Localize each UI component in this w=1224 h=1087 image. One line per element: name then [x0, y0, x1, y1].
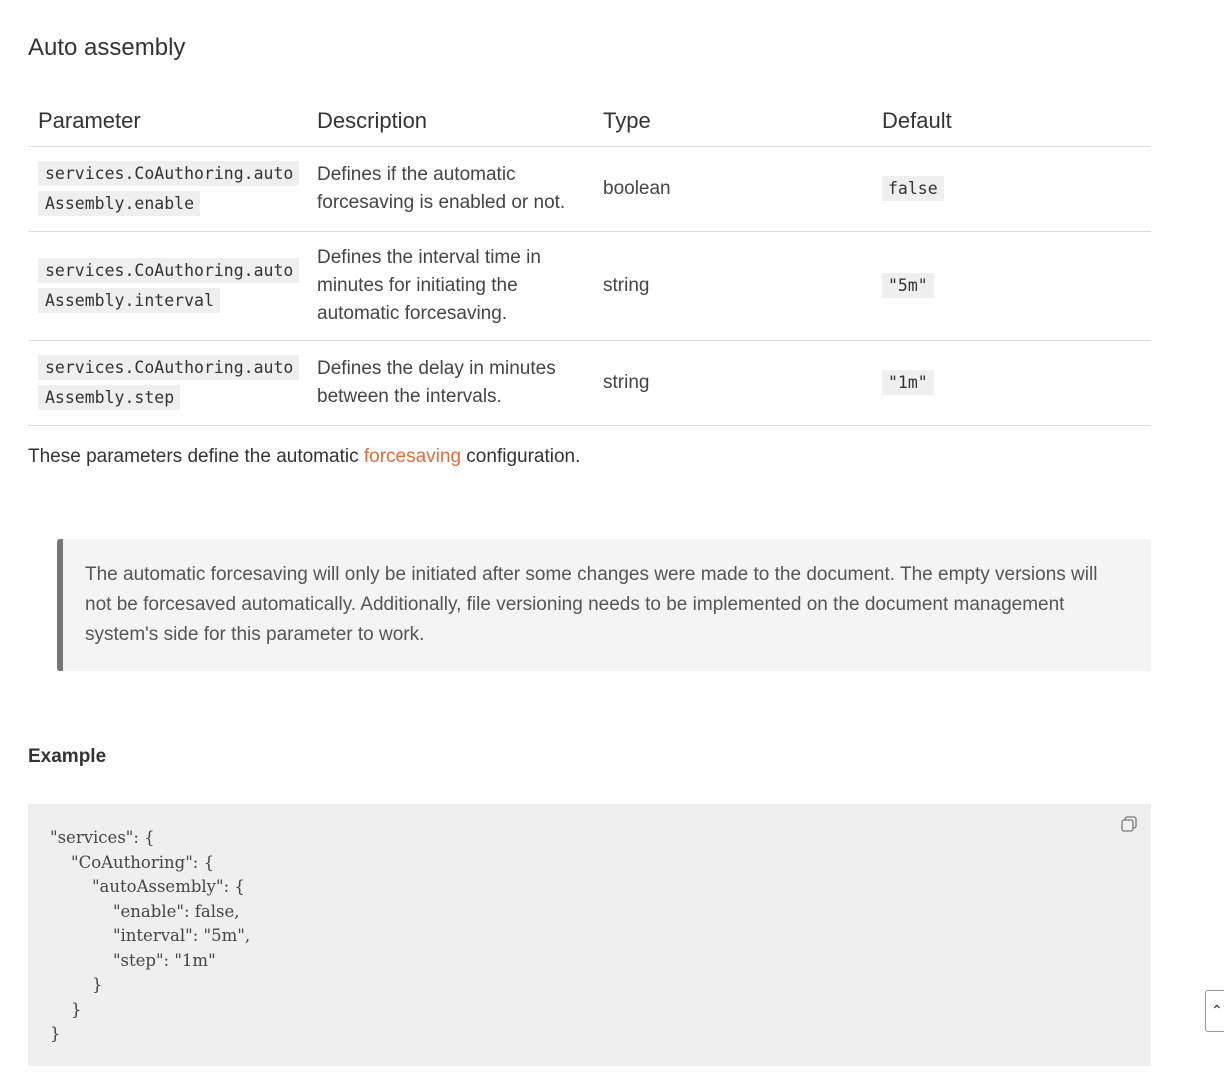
- copy-icon[interactable]: [1119, 814, 1139, 834]
- param-code: services.CoAuthoring.autoAssembly.interval: [38, 258, 299, 313]
- code-content: "services": { "CoAuthoring": { "autoAssembly": { "enable": false, "interval": "5m", "step": "1m" } } }: [50, 828, 251, 1043]
- header-parameter: Parameter: [28, 100, 307, 147]
- type-cell: string: [593, 341, 872, 426]
- param-cell: [28, 341, 307, 426]
- header-type: Type: [593, 100, 872, 147]
- table-row: [28, 232, 1151, 341]
- callout-text: The automatic forcesaving will only be initiated after some changes were made to the document. The empty versions will not be forcesaved automatically. Additionally, file versioning needs to be implemented on the document management system's side for this parameter to work.: [85, 564, 1098, 645]
- summary-paragraph: [28, 446, 580, 468]
- note-callout: [57, 539, 1151, 671]
- type-cell: boolean: [593, 147, 872, 232]
- param-cell: [28, 232, 307, 341]
- header-description: Description: [307, 100, 593, 147]
- header-default: Default: [872, 100, 1151, 147]
- scroll-to-top-button[interactable]: [1205, 990, 1224, 1032]
- summary-text-after: configuration.: [461, 446, 581, 467]
- example-heading: Example: [28, 746, 107, 767]
- parameters-table: [28, 100, 1151, 426]
- section-title: Auto assembly: [28, 34, 186, 61]
- summary-text-before: These parameters define the automatic: [28, 446, 364, 467]
- default-code: "5m": [882, 273, 934, 298]
- default-code: false: [882, 176, 944, 201]
- default-cell: [872, 232, 1151, 341]
- table-row: [28, 147, 1151, 232]
- description-cell: Defines if the automatic forcesaving is enabled or not.: [307, 147, 593, 232]
- default-cell: [872, 341, 1151, 426]
- description-cell: Defines the interval time in minutes for initiating the automatic forcesaving.: [307, 232, 593, 341]
- table-row: [28, 341, 1151, 426]
- param-code: services.CoAuthoring.autoAssembly.enable: [38, 161, 299, 216]
- param-code: services.CoAuthoring.autoAssembly.step: [38, 355, 299, 410]
- param-cell: [28, 147, 307, 232]
- code-block: [28, 804, 1151, 1066]
- default-code: "1m": [882, 370, 934, 395]
- type-cell: string: [593, 232, 872, 341]
- table-header-row: [28, 100, 1151, 147]
- default-cell: [872, 147, 1151, 232]
- forcesaving-link[interactable]: forcesaving: [363, 446, 462, 467]
- chevron-up-icon: ⌃: [1211, 1002, 1223, 1018]
- description-cell: Defines the delay in minutes between the intervals.: [307, 341, 593, 426]
